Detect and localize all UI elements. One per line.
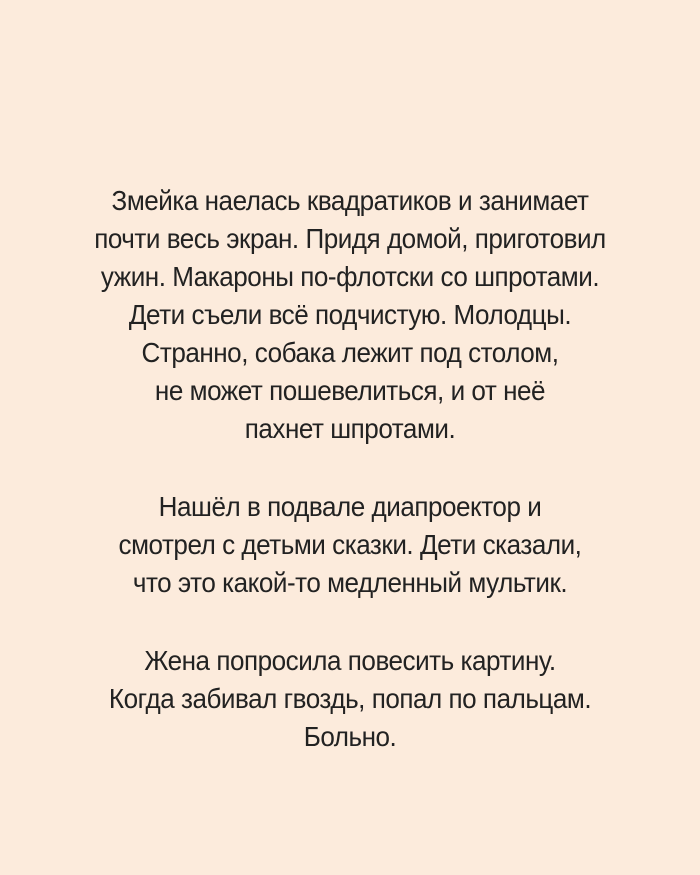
text-line: пахнет шпротами.	[244, 413, 456, 444]
text-line: не может пошевелиться, и от неё	[154, 375, 546, 406]
text-line: что это какой-то медленный мультик.	[132, 567, 568, 598]
story-text	[25, 0, 676, 756]
text-line: Змейка наелась квадратиков и занимает	[111, 185, 589, 216]
text-line: Больно.	[303, 721, 397, 752]
paragraph-3	[25, 642, 676, 756]
text-line: Когда забивал гвоздь, попал по пальцам.	[108, 683, 592, 714]
text-line: Дети съели всё подчистую. Молодцы.	[128, 299, 572, 330]
text-line: ужин. Макароны по-флотски со шпротами.	[100, 261, 600, 292]
text-line: почти весь экран. Придя домой, приготовил	[94, 223, 606, 254]
paragraph-2	[25, 488, 676, 602]
text-line: Странно, собака лежит под столом,	[141, 337, 559, 368]
text-line: Жена попросила повесить картину.	[144, 645, 556, 676]
text-line: Нашёл в подвале диапроектор и	[158, 491, 542, 522]
paragraph-1	[25, 182, 676, 448]
text-line: смотрел с детьми сказки. Дети сказали,	[118, 529, 582, 560]
